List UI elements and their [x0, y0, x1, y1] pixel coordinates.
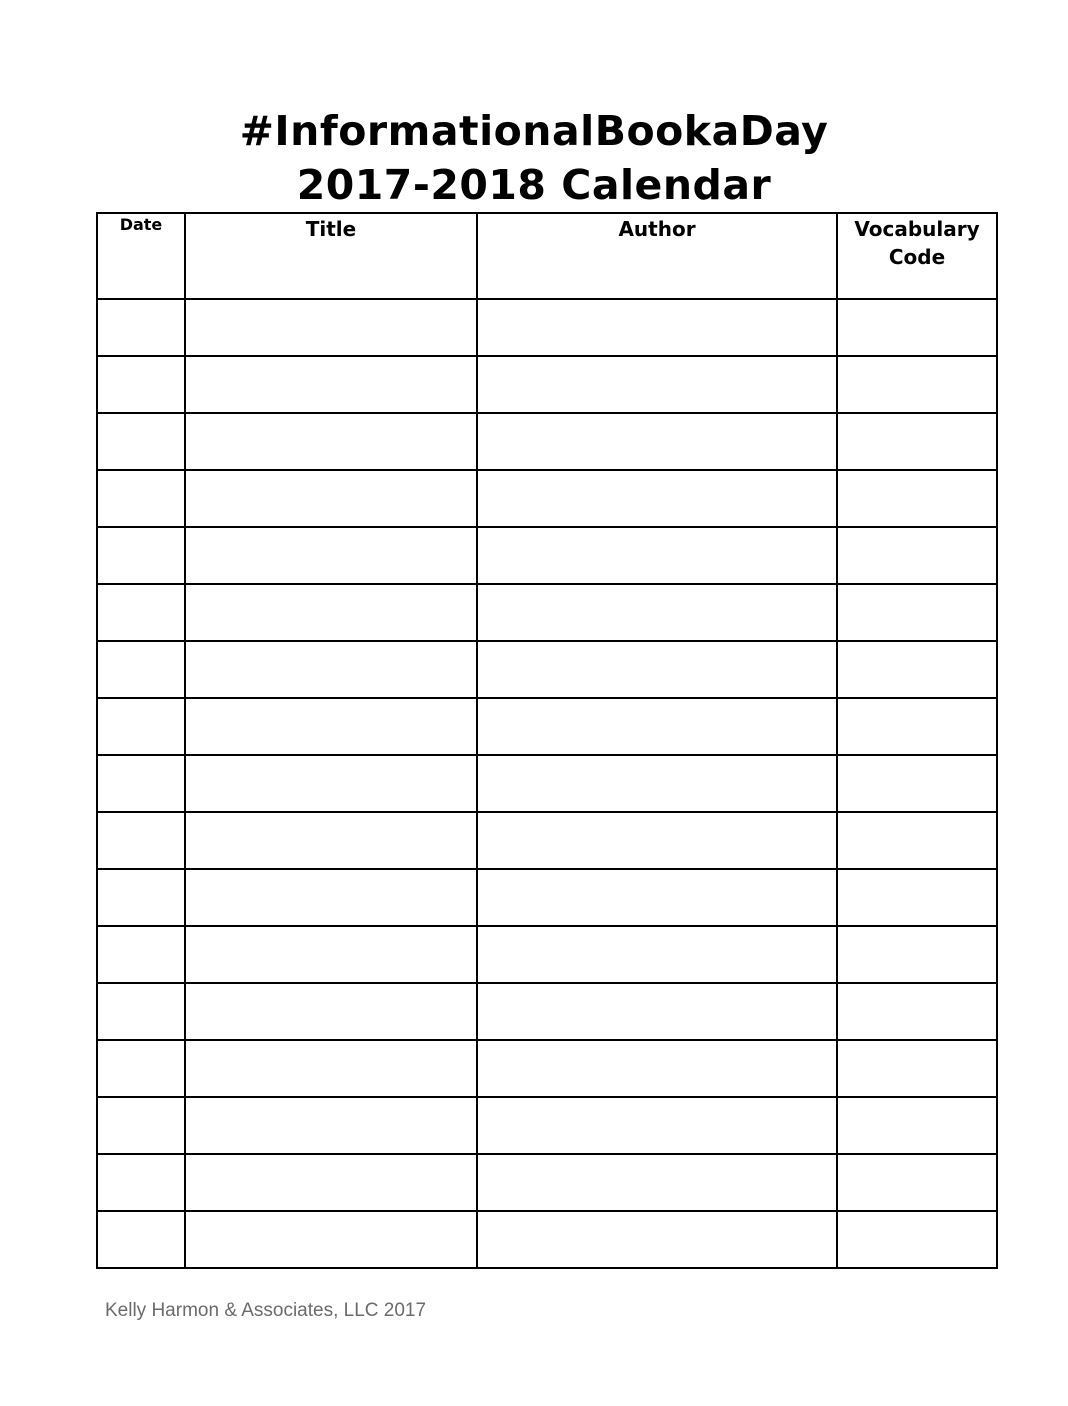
vocabulary-code-cell[interactable]	[837, 869, 997, 926]
date-cell[interactable]	[97, 869, 185, 926]
table-row	[97, 413, 997, 470]
title-cell[interactable]	[185, 356, 477, 413]
author-cell[interactable]	[477, 356, 837, 413]
title-cell[interactable]	[185, 755, 477, 812]
vocabulary-code-cell[interactable]	[837, 926, 997, 983]
reading-log-table	[96, 212, 998, 1269]
vocabulary-code-cell[interactable]	[837, 470, 997, 527]
vocabulary-code-cell[interactable]	[837, 641, 997, 698]
date-cell[interactable]	[97, 1097, 185, 1154]
table-row	[97, 584, 997, 641]
vocabulary-code-cell[interactable]	[837, 812, 997, 869]
author-cell[interactable]	[477, 869, 837, 926]
vocabulary-code-cell[interactable]	[837, 356, 997, 413]
date-cell[interactable]	[97, 641, 185, 698]
title-cell[interactable]	[185, 470, 477, 527]
author-cell[interactable]	[477, 1097, 837, 1154]
title-cell[interactable]	[185, 983, 477, 1040]
table-body	[97, 299, 997, 1268]
vocabulary-code-cell[interactable]	[837, 299, 997, 356]
author-cell[interactable]	[477, 470, 837, 527]
date-cell[interactable]	[97, 584, 185, 641]
table-row	[97, 641, 997, 698]
author-cell[interactable]	[477, 1040, 837, 1097]
title-cell[interactable]	[185, 1097, 477, 1154]
author-cell[interactable]	[477, 698, 837, 755]
author-cell[interactable]	[477, 1211, 837, 1268]
date-cell[interactable]	[97, 755, 185, 812]
table-row	[97, 356, 997, 413]
title-calendar-year: 2017-2018 Calendar	[296, 161, 772, 209]
vocabulary-code-cell[interactable]	[837, 755, 997, 812]
title-cell[interactable]	[185, 1211, 477, 1268]
title-cell[interactable]	[185, 698, 477, 755]
table-row	[97, 983, 997, 1040]
vocabulary-code-cell[interactable]	[837, 413, 997, 470]
table-row	[97, 755, 997, 812]
title-cell[interactable]	[185, 1040, 477, 1097]
column-header-title: Title	[185, 213, 477, 299]
date-cell[interactable]	[97, 1211, 185, 1268]
author-cell[interactable]	[477, 641, 837, 698]
author-cell[interactable]	[477, 983, 837, 1040]
title-cell[interactable]	[185, 641, 477, 698]
table-row	[97, 1040, 997, 1097]
table-row	[97, 812, 997, 869]
author-cell[interactable]	[477, 527, 837, 584]
table-row	[97, 698, 997, 755]
title-cell[interactable]	[185, 926, 477, 983]
table-row	[97, 1154, 997, 1211]
author-cell[interactable]	[477, 299, 837, 356]
date-cell[interactable]	[97, 1154, 185, 1211]
author-cell[interactable]	[477, 584, 837, 641]
date-cell[interactable]	[97, 812, 185, 869]
date-cell[interactable]	[97, 470, 185, 527]
vocabulary-code-cell[interactable]	[837, 1211, 997, 1268]
author-cell[interactable]	[477, 926, 837, 983]
column-header-author: Author	[477, 213, 837, 299]
date-cell[interactable]	[97, 356, 185, 413]
date-cell[interactable]	[97, 413, 185, 470]
author-cell[interactable]	[477, 1154, 837, 1211]
title-hashtag: #InformationalBookaDay	[239, 107, 829, 155]
date-cell[interactable]	[97, 926, 185, 983]
author-cell[interactable]	[477, 755, 837, 812]
date-cell[interactable]	[97, 1040, 185, 1097]
column-header-vocabulary-code: Vocabulary Code	[837, 213, 997, 299]
title-cell[interactable]	[185, 413, 477, 470]
date-cell[interactable]	[97, 299, 185, 356]
date-cell[interactable]	[97, 983, 185, 1040]
title-cell[interactable]	[185, 299, 477, 356]
table-row	[97, 299, 997, 356]
table-header-row	[97, 213, 997, 299]
page-title	[0, 104, 1068, 212]
title-cell[interactable]	[185, 812, 477, 869]
table-row	[97, 1211, 997, 1268]
author-cell[interactable]	[477, 812, 837, 869]
table-row	[97, 527, 997, 584]
table-row	[97, 869, 997, 926]
vocabulary-code-cell[interactable]	[837, 1040, 997, 1097]
table-row	[97, 926, 997, 983]
vocabulary-code-cell[interactable]	[837, 584, 997, 641]
table-row	[97, 470, 997, 527]
vocabulary-code-cell[interactable]	[837, 698, 997, 755]
title-cell[interactable]	[185, 527, 477, 584]
title-cell[interactable]	[185, 869, 477, 926]
footer-copyright: Kelly Harmon & Associates, LLC 2017	[105, 1300, 427, 1321]
title-cell[interactable]	[185, 584, 477, 641]
date-cell[interactable]	[97, 698, 185, 755]
column-header-date: Date	[97, 213, 185, 299]
vocabulary-code-cell[interactable]	[837, 1097, 997, 1154]
vocabulary-code-cell[interactable]	[837, 1154, 997, 1211]
vocabulary-code-cell[interactable]	[837, 983, 997, 1040]
date-cell[interactable]	[97, 527, 185, 584]
vocabulary-code-cell[interactable]	[837, 527, 997, 584]
title-cell[interactable]	[185, 1154, 477, 1211]
author-cell[interactable]	[477, 413, 837, 470]
table-row	[97, 1097, 997, 1154]
